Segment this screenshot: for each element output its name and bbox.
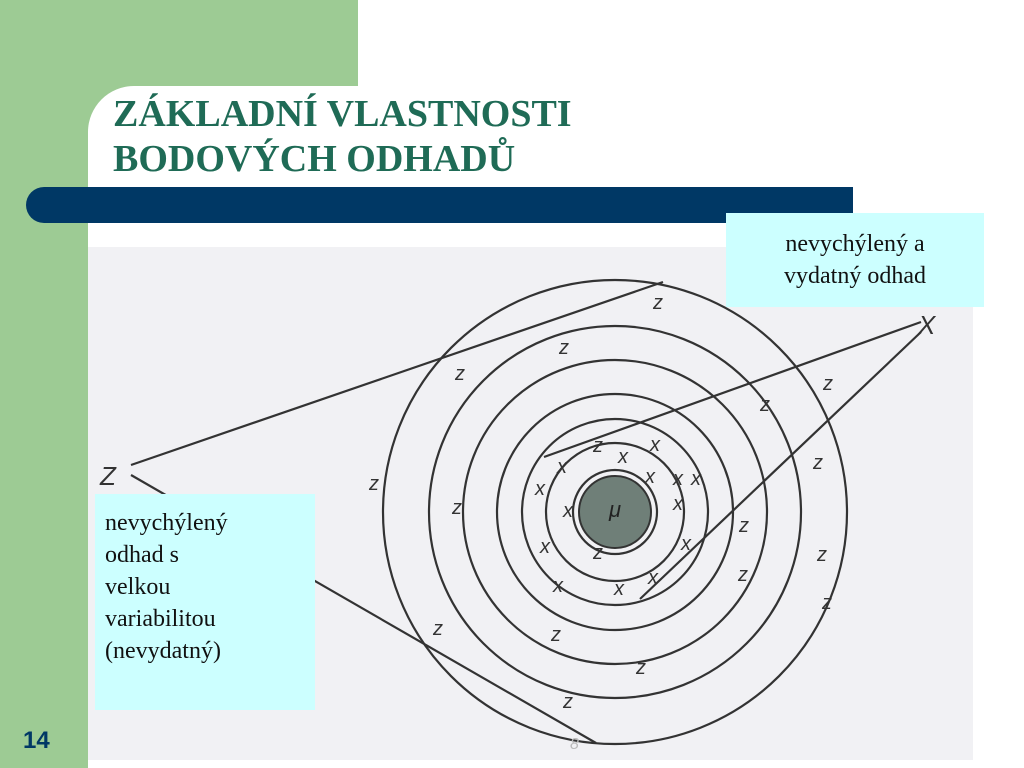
z-estimate-marker-18: z (563, 691, 573, 713)
x-estimate-marker-3: x (557, 456, 567, 478)
z-estimate-marker-6: z (813, 452, 823, 474)
page-mark: 8 (570, 736, 579, 753)
x-estimate-marker-9: x (673, 493, 683, 515)
callout-variable-line-3: velkou (105, 574, 171, 600)
x-estimate-marker-12: x (553, 575, 563, 597)
x-estimate-marker-7: x (673, 468, 683, 490)
mu-label: μ (608, 497, 622, 522)
callout-efficient-estimate (726, 213, 984, 307)
x-estimate-marker-13: x (614, 578, 624, 600)
x-estimate-marker-2: x (618, 446, 628, 468)
x-estimate-marker-14: x (648, 567, 658, 589)
x-estimate-marker-5: x (691, 468, 701, 490)
slide-number: 14 (23, 727, 50, 754)
callout-variable-line-2: odhad s (105, 542, 179, 568)
z-estimate-marker-8: z (593, 435, 603, 457)
slide-title-line-2: BODOVÝCH ODHADŮ (113, 138, 516, 180)
callout-variable-line-5: (nevydatný) (105, 638, 221, 664)
x-estimate-marker-8: x (563, 500, 573, 522)
x-estimate-marker-6: x (535, 478, 545, 500)
z-estimate-marker-5: z (760, 394, 770, 416)
z-estimate-marker-3: z (455, 363, 465, 385)
x-estimate-marker-4: x (645, 466, 655, 488)
z-estimate-marker-11: z (817, 544, 827, 566)
z-estimate-marker-14: z (822, 592, 832, 614)
callout-variable-line-1: nevychýlený (105, 510, 228, 536)
z-estimate-marker-7: z (369, 473, 379, 495)
z-estimate-marker-13: z (738, 564, 748, 586)
z-estimate-marker-16: z (551, 624, 561, 646)
z-estimate-marker-9: z (452, 497, 462, 519)
z-estimate-marker-4: z (823, 373, 833, 395)
callout-efficient-line-1: nevychýlený a (785, 231, 925, 257)
callout-high-variability-estimate (95, 494, 315, 710)
z-estimate-marker-15: z (433, 618, 443, 640)
z-estimate-marker-10: z (739, 515, 749, 537)
z-pointer-line-upper (131, 282, 663, 465)
callout-variable-line-4: variabilitou (105, 606, 216, 632)
z-pointer-label: Z (100, 461, 116, 491)
x-pointer-label: X (918, 310, 936, 340)
callout-efficient-line-2: vydatný odhad (784, 263, 926, 289)
x-estimate-marker-11: x (681, 533, 691, 555)
slide-title (113, 92, 572, 182)
z-estimate-marker-1: z (653, 292, 663, 314)
x-estimate-marker-10: x (540, 536, 550, 558)
z-estimate-marker-2: z (559, 337, 569, 359)
z-estimate-marker-12: z (593, 542, 603, 564)
slide-title-line-1: ZÁKLADNÍ VLASTNOSTI (113, 93, 572, 135)
x-estimate-marker-1: x (650, 434, 660, 456)
z-estimate-marker-17: z (636, 657, 646, 679)
